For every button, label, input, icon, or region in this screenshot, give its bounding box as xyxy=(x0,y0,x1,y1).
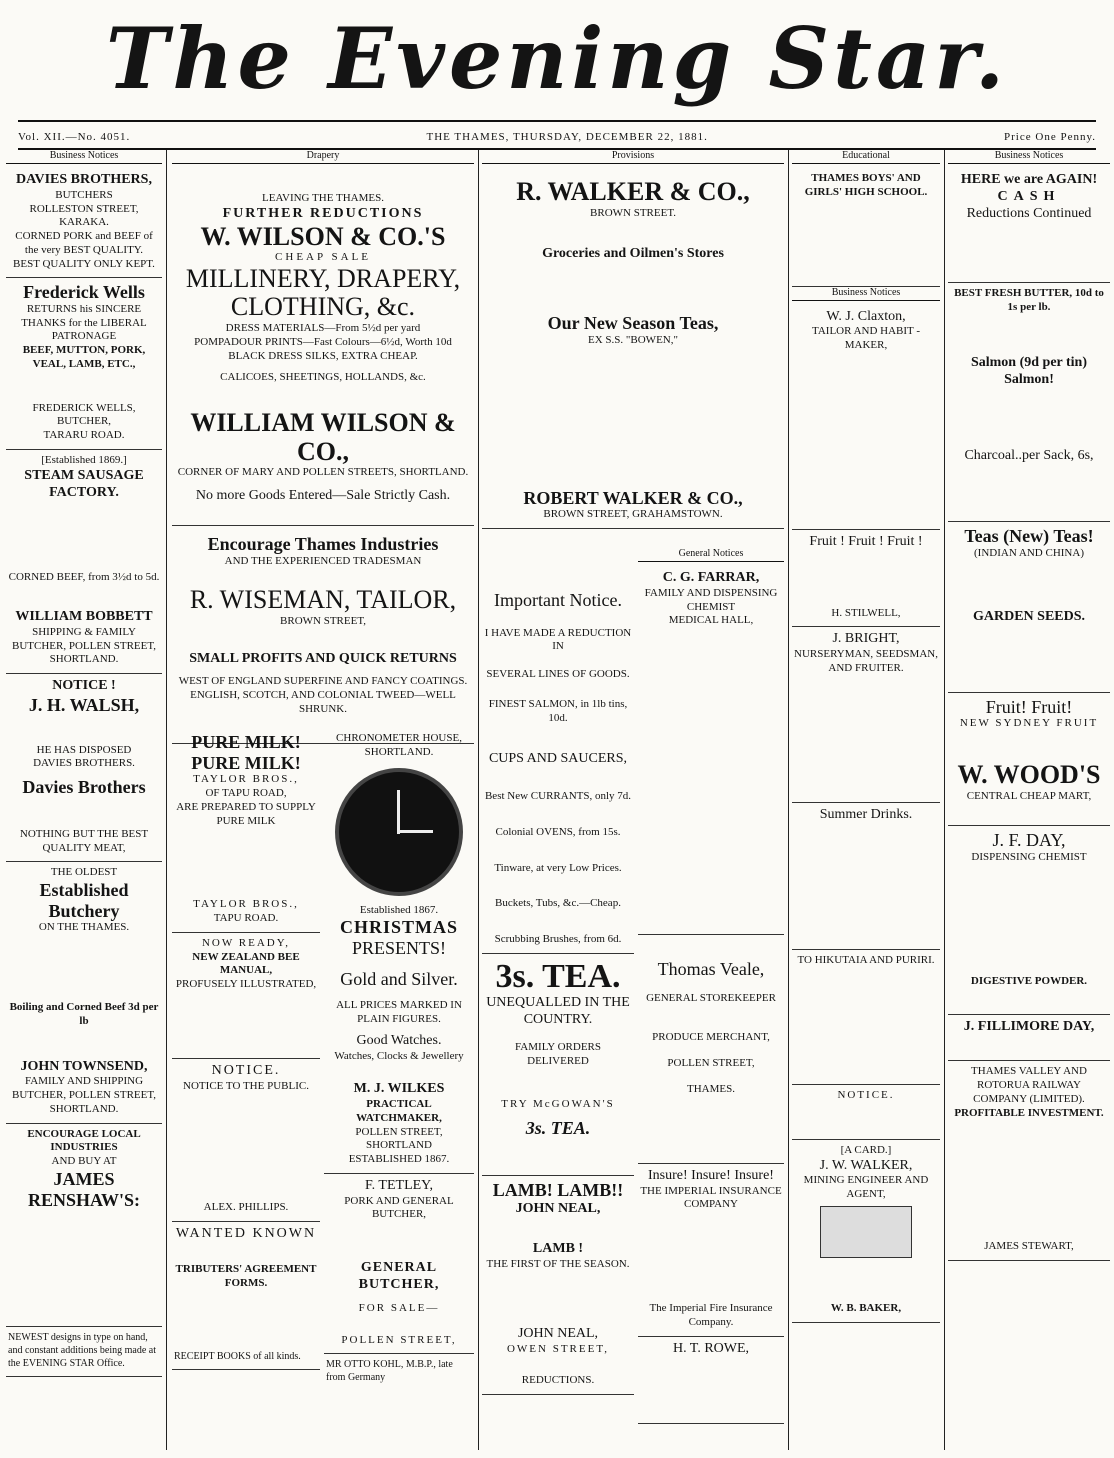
ad-title: Charcoal..per Sack, 6s, xyxy=(964,448,1094,464)
ad-line: RETURNS his SINCERE THANKS for the LIBERAL PATRONAGE xyxy=(21,302,147,343)
ad-line: NOW READY, xyxy=(201,936,291,949)
ad-title: JOHN NEAL, xyxy=(515,1200,601,1216)
ad-title: J. BRIGHT, xyxy=(832,631,900,647)
masthead xyxy=(0,0,1114,118)
ad-title: CASH xyxy=(997,188,1061,204)
ad-bee-manual xyxy=(172,933,320,1059)
ad-line: ALEX. PHILLIPS. xyxy=(203,1201,289,1214)
ad-line: No more Goods Entered—Sale Strictly Cash. xyxy=(195,488,451,504)
ad-summer-drinks xyxy=(792,803,940,951)
ad-title: Summer Drinks. xyxy=(819,806,913,822)
ad-line: NEW SYDNEY FRUIT xyxy=(959,717,1099,730)
clock-illustration xyxy=(335,768,463,896)
ad-line: REDUCTIONS. xyxy=(521,1374,595,1387)
ad-line: CHRONOMETER HOUSE, xyxy=(336,732,462,744)
ad-title: 3s. TEA. xyxy=(495,957,621,995)
column-divider xyxy=(788,150,789,1450)
ad-line: SHORTLAND. xyxy=(364,745,434,758)
top-rule xyxy=(18,120,1096,122)
ad-line: FREDERICK WELLS, xyxy=(32,401,136,414)
ad-line: H. STILWELL, xyxy=(831,606,901,619)
ad-title: Insure! Insure! Insure! xyxy=(648,1167,774,1183)
ad-title: Teas (New) Teas! xyxy=(964,526,1094,547)
ad-line: MINING ENGINEER AND AGENT, xyxy=(803,1174,929,1201)
ad-title: Our New Season Teas, xyxy=(547,313,719,334)
ad-thames-valley-railway xyxy=(948,1061,1110,1261)
ad-line: THE FIRST OF THE SEASON. xyxy=(486,1258,630,1271)
ad-line: PORK AND GENERAL BUTCHER, xyxy=(344,1194,454,1221)
ad-title: Reductions Continued xyxy=(966,205,1092,221)
ad-title: LAMB! LAMB!! xyxy=(492,1179,624,1200)
ad-line: Buckets, Tubs, &c.—Cheap. xyxy=(495,897,621,910)
ad-rowe xyxy=(638,1337,784,1425)
ad-line: BROWN STREET, xyxy=(280,614,366,627)
ad-title: C. G. FARRAR, xyxy=(662,570,760,585)
ad-line: CORNED BEEF, from 3½d to 5d. xyxy=(8,571,160,584)
ad-line: [A CARD.] xyxy=(840,1143,892,1156)
column-divider xyxy=(478,150,479,1450)
ad-title: WILLIAM WILSON & CO., xyxy=(190,408,456,466)
ad-title: MILLINERY, DRAPERY, xyxy=(185,263,461,293)
ad-title: WANTED KNOWN xyxy=(175,1226,317,1242)
ad-line: BEST QUALITY ONLY KEPT. xyxy=(13,257,155,270)
ad-line: ON THE THAMES. xyxy=(38,921,130,934)
ad-title: J. F. DAY, xyxy=(992,830,1066,851)
ad-line: WEST OF ENGLAND SUPERFINE AND FANCY COATINGS. ENGLISH, SCOTCH, AND COLONIAL TWEED—WELL SHRUNK. xyxy=(178,675,468,715)
column-educational xyxy=(792,150,940,1450)
ad-chronometer-house xyxy=(324,728,474,1174)
ad-line: FINEST SALMON, in 1lb tins, 10d. xyxy=(488,697,628,724)
ad-line: JAMES STEWART, xyxy=(984,1240,1074,1253)
column-heading: Business Notices xyxy=(6,150,162,164)
ad-r-walker xyxy=(482,168,784,529)
ad-title: JAMES RENSHAW'S: xyxy=(27,1168,141,1210)
ad-hikutaia xyxy=(792,950,940,1085)
ad-title: CUPS AND SAUCERS, xyxy=(488,751,628,767)
ad-line: MEDICAL HALL, xyxy=(668,614,754,627)
ad-wanted-known xyxy=(172,1222,320,1370)
ad-renshaw xyxy=(6,1124,162,1328)
column-drapery-left xyxy=(172,728,320,1450)
ad-line: FAMILY ORDERS DELIVERED xyxy=(515,1040,601,1067)
ad-line: The Imperial Fire Insurance Company. xyxy=(649,1302,773,1328)
ad-line: PROFUSELY ILLUSTRATED, xyxy=(175,978,317,991)
ad-important-notice xyxy=(482,556,634,954)
ad-title: FURTHER REDUCTIONS xyxy=(222,205,424,221)
ad-line: I HAVE MADE A REDUCTION IN xyxy=(484,626,632,653)
ad-title: Important Notice. xyxy=(494,590,622,610)
ad-line: TAPU ROAD. xyxy=(213,912,279,925)
ad-newest-designs xyxy=(6,1327,162,1377)
price: Price One Penny. xyxy=(1004,131,1096,143)
ad-title: DAVIES BROTHERS, xyxy=(16,172,152,187)
ad-line: Boiling and Corned Beef 3d per lb xyxy=(9,1001,159,1027)
ad-line: FAMILY AND SHIPPING BUTCHER, POLLEN STREET, SHORTLAND. xyxy=(11,1075,156,1115)
ad-line: BUTCHERS xyxy=(55,188,113,201)
ad-title: W. WILSON & CO.'S xyxy=(200,221,446,251)
ad-jw-walker xyxy=(792,1140,940,1323)
ad-title: THAMES BOYS' AND GIRLS' HIGH SCHOOL. xyxy=(804,172,928,198)
ad-line: POLLEN STREET, xyxy=(341,1333,457,1346)
ad-thomas-veale xyxy=(638,935,784,1164)
ad-line: ALL PRICES MARKED IN PLAIN FIGURES. xyxy=(336,999,462,1026)
ad-notice xyxy=(792,1085,940,1140)
ad-line: DAVIES BROTHERS. xyxy=(33,757,135,770)
ad-title: BEST FRESH BUTTER, 10d to 1s per lb. xyxy=(954,287,1104,314)
ad-farrar-chemist xyxy=(638,566,784,935)
ad-line: HE HAS DISPOSED xyxy=(36,743,132,756)
horse-cart-illustration xyxy=(820,1206,912,1258)
column-heading: Provisions xyxy=(482,150,784,164)
ad-line: OWEN STREET, xyxy=(506,1342,609,1355)
ad-wiseman-tailor xyxy=(172,526,474,744)
ad-line: PROFITABLE INVESTMENT. xyxy=(954,1106,1104,1119)
ad-title: STEAM SAUSAGE FACTORY. xyxy=(24,467,144,500)
ad-line: NOTICE TO THE PUBLIC. xyxy=(183,1079,309,1092)
ad-jf-day xyxy=(948,826,1110,1015)
ad-title: UNEQUALLED IN THE COUNTRY. xyxy=(486,995,630,1028)
column-heading: Business Notices xyxy=(948,150,1110,164)
ad-title: PRESENTS! xyxy=(351,937,447,958)
ad-title: Davies Brothers xyxy=(22,777,146,798)
ad-line: BROWN STREET. xyxy=(590,206,676,219)
ad-title: Fruit ! Fruit ! Fruit ! xyxy=(809,533,923,549)
ad-line: CENTRAL CHEAP MART, xyxy=(966,789,1092,802)
ad-fresh-butter xyxy=(948,283,1110,522)
ad-bright-nursery xyxy=(792,627,940,802)
ad-title: HERE we are AGAIN! xyxy=(960,172,1098,187)
ad-line: TAYLOR BROS., xyxy=(193,898,299,911)
ad-title: R. WISEMAN, TAILOR, xyxy=(189,585,457,615)
ad-davies-brothers xyxy=(6,168,162,278)
volume-number: Vol. XII.—No. 4051. xyxy=(18,131,131,143)
ad-line: SEVERAL LINES OF GOODS. xyxy=(486,668,630,681)
ad-title: NOTICE. xyxy=(837,1089,895,1102)
ad-line: OF TAPU ROAD, xyxy=(205,787,287,800)
column-general-notices xyxy=(638,548,784,1450)
ad-title: 3s. TEA. xyxy=(525,1118,591,1139)
ad-line: THAMES. xyxy=(687,1082,735,1095)
ad-imperial-insurance xyxy=(638,1164,784,1337)
ad-line: MR OTTO KOHL, M.B.P., late from Germany xyxy=(326,1359,453,1384)
ad-title: Encourage Thames Industries xyxy=(207,533,439,554)
ad-line: AND THE EXPERIENCED TRADESMAN xyxy=(224,554,422,567)
ad-line: ROLLESTON STREET, KARAKA. xyxy=(29,202,139,229)
ad-steam-sausage xyxy=(6,450,162,674)
ad-line: BLACK DRESS SILKS, EXTRA CHEAP. xyxy=(228,349,418,362)
ad-phillips xyxy=(172,1059,320,1222)
ad-title: WILLIAM BOBBETT xyxy=(15,609,153,625)
ad-line: POLLEN STREET, xyxy=(667,1057,755,1070)
masthead-title: The Evening Star. xyxy=(105,9,1009,108)
ad-line: (INDIAN AND CHINA) xyxy=(974,546,1084,559)
ad-title: JOHN NEAL, xyxy=(517,1325,599,1341)
dateline xyxy=(18,128,1096,146)
ad-title: Gold and Silver. xyxy=(340,968,458,989)
ad-wilson-drapery xyxy=(172,168,474,526)
column-heading: Drapery xyxy=(172,150,474,164)
ad-title: R. WALKER & CO., xyxy=(516,177,750,206)
ad-line: TAYLOR BROS., xyxy=(193,773,299,786)
ad-here-we-are-again xyxy=(948,168,1110,283)
ad-title: J. W. WALKER, xyxy=(819,1157,913,1173)
ad-line: [Established 1869.] xyxy=(41,453,127,466)
ad-line: BUTCHER, xyxy=(56,415,112,428)
ad-line: TRY McGOWAN'S xyxy=(501,1098,615,1111)
place-date: THE THAMES, THURSDAY, DECEMBER 22, 1881. xyxy=(426,131,708,143)
ad-line: DISPENSING CHEMIST xyxy=(971,850,1087,863)
ad-line: EX S.S. "BOWEN," xyxy=(588,333,678,346)
ad-line: GENERAL STOREKEEPER xyxy=(646,991,776,1004)
ad-line: THE OLDEST xyxy=(50,866,118,879)
ad-line: CHEAP SALE xyxy=(275,251,371,264)
ad-line: DRESS MATERIALS—From 5½d per yard xyxy=(225,322,421,335)
ad-line: POMPADOUR PRINTS—Fast Colours—6½d, Worth 10d xyxy=(194,335,452,348)
ad-title: Good Watches. xyxy=(356,1032,442,1048)
ad-title: M. J. WILKES xyxy=(353,1081,445,1097)
ad-line: SHIPPING & FAMILY BUTCHER, POLLEN STREET, SHORTLAND. xyxy=(11,625,156,666)
ad-line: ENCOURAGE LOCAL INDUSTRIES xyxy=(27,1127,141,1154)
ad-title: J. FILLIMORE DAY, xyxy=(963,1019,1095,1035)
ad-title: SMALL PROFITS AND QUICK RETURNS xyxy=(189,650,457,666)
column-heading: General Notices xyxy=(638,548,784,562)
ad-line: NOTHING BUT THE BEST QUALITY MEAT, xyxy=(19,827,149,854)
ad-title: Frederick Wells xyxy=(23,282,145,303)
ad-title: PURE MILK! xyxy=(191,752,301,773)
ad-title: CHRISTMAS xyxy=(339,917,459,938)
ad-line: Watches, Clocks & Jewellery xyxy=(334,1049,464,1062)
ad-title: Fruit! Fruit! xyxy=(985,696,1073,717)
ad-line: Tinware, at very Low Prices. xyxy=(494,861,622,874)
ad-title: GENERAL BUTCHER, xyxy=(358,1260,440,1292)
ad-line: FAMILY AND DISPENSING CHEMIST xyxy=(644,586,778,613)
ad-title: H. T. ROWE, xyxy=(672,1340,750,1356)
ad-line: POLLEN STREET, SHORTLAND xyxy=(355,1125,443,1152)
ad-title: J. H. WALSH, xyxy=(28,694,140,715)
ad-line: ARE PREPARED TO SUPPLY PURE MILK xyxy=(176,800,316,827)
ad-title: PURE MILK! xyxy=(191,732,301,752)
ad-line: ESTABLISHED 1867. xyxy=(348,1153,450,1166)
ad-title: LAMB ! xyxy=(532,1241,584,1257)
column-drapery-right xyxy=(324,728,474,1450)
ad-title: Thomas Veale, xyxy=(657,959,765,980)
ad-otto-kohl xyxy=(324,1354,474,1450)
column-heading: Educational xyxy=(792,150,940,164)
ad-line: FOR SALE— xyxy=(358,1301,440,1314)
ad-line: TRIBUTERS' AGREEMENT FORMS. xyxy=(175,1262,317,1289)
ad-line: AND BUY AT xyxy=(51,1155,117,1168)
ad-title: JOHN TOWNSEND, xyxy=(20,1058,148,1074)
ad-line: BROWN STREET, GRAHAMSTOWN. xyxy=(543,508,723,521)
ad-title: ROBERT WALKER & CO., xyxy=(523,487,743,508)
ad-line: CORNER OF MARY AND POLLEN STREETS, SHORTLAND. xyxy=(177,466,469,479)
ad-line: THE IMPERIAL INSURANCE COMPANY xyxy=(640,1184,782,1211)
ad-high-school xyxy=(792,168,940,287)
ad-line: NEW ZEALAND BEE MANUAL, xyxy=(192,950,300,977)
ad-w-wood xyxy=(948,693,1110,827)
ad-line: TARARU ROAD. xyxy=(43,429,125,442)
ad-line: CALICOES, SHEETINGS, HOLLANDS, &c. xyxy=(220,371,426,384)
ad-walsh xyxy=(6,674,162,862)
column-provisions-left xyxy=(482,556,634,1450)
ad-line: TAILOR AND HABIT - MAKER, xyxy=(812,325,920,352)
ad-line: Established 1867. xyxy=(359,903,439,916)
ad-townsend xyxy=(6,862,162,1123)
ad-title: NOTICE ! xyxy=(52,678,116,694)
ad-line: PRODUCE MERCHANT, xyxy=(652,1031,770,1044)
ad-fillimore-day xyxy=(948,1015,1110,1061)
column-business-notices-right xyxy=(948,150,1110,1450)
ad-line: Best New CURRANTS, only 7d. xyxy=(484,790,632,803)
ad-title: Salmon (9d per tin) Salmon! xyxy=(970,354,1088,387)
ad-line: BEEF, MUTTON, PORK, VEAL, LAMB, ETC., xyxy=(22,344,146,370)
ad-title: NOTICE. xyxy=(211,1062,281,1078)
ad-line: CORNED PORK and BEEF of the very BEST QUALITY. xyxy=(15,230,153,256)
column-divider xyxy=(944,150,945,1450)
ad-claxton xyxy=(792,305,940,530)
ad-pure-milk xyxy=(172,728,320,933)
ad-frederick-wells xyxy=(6,278,162,450)
column-divider xyxy=(166,150,167,1450)
ad-john-neal xyxy=(482,1176,634,1395)
ad-line: Scrubbing Brushes, from 6d. xyxy=(494,933,622,946)
ad-tetley xyxy=(324,1174,474,1354)
ad-fruit-stilwell xyxy=(792,530,940,628)
ad-title: GARDEN SEEDS. xyxy=(972,608,1086,624)
ad-title: Groceries and Oilmen's Stores xyxy=(542,246,724,262)
ad-title: CLOTHING, &c. xyxy=(230,292,416,322)
ad-teas xyxy=(948,522,1110,692)
ad-line: DIGESTIVE POWDER. xyxy=(970,974,1088,987)
ad-line: LEAVING THE THAMES. xyxy=(262,192,384,204)
ad-line: NURSERYMAN, SEEDSMAN, AND FRUITER. xyxy=(794,648,938,674)
column-business-notices xyxy=(6,150,162,1450)
ad-title: Established Butchery xyxy=(39,880,129,921)
ad-title: W. WOOD'S xyxy=(957,759,1101,789)
ad-line: PRACTICAL WATCHMAKER, xyxy=(356,1098,442,1124)
ad-line: W. B. BAKER, xyxy=(830,1301,902,1314)
ad-title: TO HIKUTAIA AND PURIRI. xyxy=(797,954,935,967)
ad-line: NEWEST designs in type on hand, and constant additions being made at the EVENING STAR Office. xyxy=(8,1332,157,1370)
ad-line: Colonial OVENS, from 15s. xyxy=(495,825,621,838)
column-heading: Business Notices xyxy=(792,287,940,301)
ad-title: W. J. Claxton, xyxy=(826,308,906,324)
ad-line: RECEIPT BOOKS of all kinds. xyxy=(174,1351,301,1363)
ad-title: F. TETLEY, xyxy=(365,1177,433,1193)
ad-title: THAMES VALLEY AND ROTORUA RAILWAY COMPANY (LIMITED). xyxy=(971,1065,1087,1105)
ad-mcgowan-tea xyxy=(482,954,634,1176)
